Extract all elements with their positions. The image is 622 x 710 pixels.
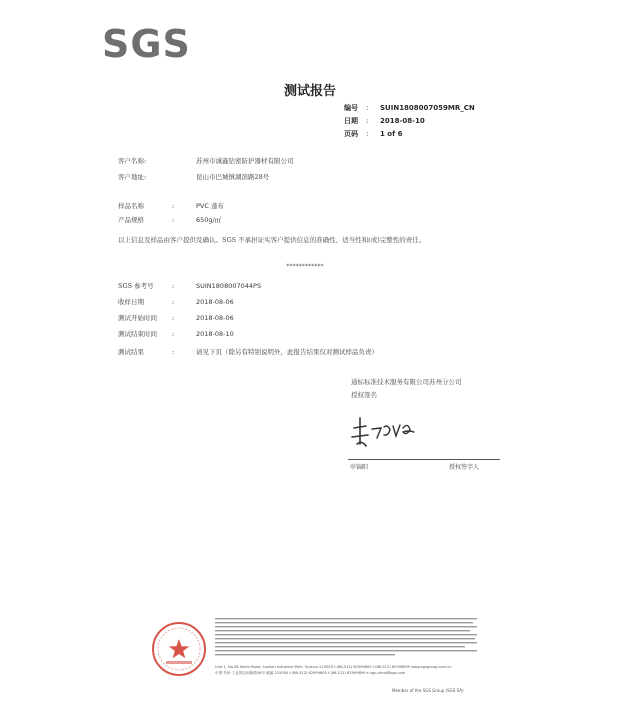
meta-label: 编号 [344,104,358,112]
field-value: 650g/㎡ [196,216,222,224]
sgs-reference-row [118,281,261,290]
meta-colon: : [366,130,369,138]
field-colon: : [172,348,175,356]
field-label: 测试结束时间 [118,330,157,338]
field-colon: : [172,330,175,338]
sgs-logo: SGS [102,22,191,66]
issuing-company: 通标标准技术服务有限公司苏州分公司 [351,378,462,386]
field-label: 测试开始时间 [118,314,157,322]
sample-name-row [118,201,224,210]
field-value: 昆山市巴城镇湖滨路28号 [196,173,270,181]
field-value: 2018-08-06 [196,298,234,306]
report-number [344,103,475,113]
field-value: 2018-08-06 [196,314,234,322]
receive-date-row [118,297,234,306]
client-address-row [118,172,269,181]
field-colon: : [172,202,175,210]
signatory-name: 申锦阳 [350,464,369,471]
field-value: PVC 蓬布 [196,202,224,210]
field-label: 测试结果 [118,348,144,356]
footer-address [215,665,479,676]
field-label: 客户地址: [118,173,147,181]
field-label: 产品规格 [118,216,144,224]
field-colon: : [172,282,175,290]
signatory-title: 授权签字人 [449,464,480,471]
handwritten-signature [348,410,428,460]
test-result-row [118,347,378,356]
field-value: 请见下页（除另有特别说明外，此报告结果仅对测试样品负责） [196,348,378,356]
signature-line [348,459,500,460]
sample-spec-row [118,215,221,224]
meta-value: 1 of 6 [380,130,403,138]
member-of-sgs-group: Member of the SGS Group (SGS SA) [392,688,464,693]
field-label: 客户名称: [118,157,147,165]
field-colon: : [172,216,175,224]
report-title: 测试报告 [284,84,337,99]
field-value: 2018-08-10 [196,330,234,338]
field-value: SUIN1808007044PS [196,282,262,290]
field-colon: : [172,298,175,306]
authorized-signature-label: 授权签名 [351,391,377,399]
separator-stars: ************ [286,263,324,270]
test-start-row [118,313,234,322]
address-chinese: 中国·苏州·工业园区和新路58号 邮编 215000 t (86-512) 62999800 f (86-512) 62999899 e sgs.china@sgs.com [215,670,406,675]
disclaimer-note: 以上信息及样品由客户提供及确认。SGS 不承担证实客户提供信息的准确性、适当性和(或)完整性的责任。 [118,236,426,244]
meta-value: SUIN1808007059MR_CN [380,104,475,112]
client-name-row [118,156,294,165]
test-end-row [118,329,234,338]
field-value: 苏州市诚鑫钻密防护器材有限公司 [196,157,294,165]
meta-colon: : [366,104,369,112]
legal-fine-print [215,617,479,657]
address-english: Unit 1, No.58 Hexin Road, Suzhou Industrial Park, Suzhou 215000 t (86-512) 62999800 f (86-512) 62999899 www.sgsgroup.com.cn [215,665,452,669]
meta-label: 日期 [344,117,358,125]
meta-value: 2018-08-10 [380,117,425,125]
report-page [344,129,402,139]
meta-colon: : [366,117,369,125]
field-label: 样品名称 [118,202,144,210]
red-seal-stamp [150,620,208,678]
field-colon: : [172,314,175,322]
report-date [344,116,425,126]
meta-label: 页码 [344,130,358,138]
field-label: 收样日期 [118,298,144,306]
field-label: SGS 参考号 [118,282,154,290]
